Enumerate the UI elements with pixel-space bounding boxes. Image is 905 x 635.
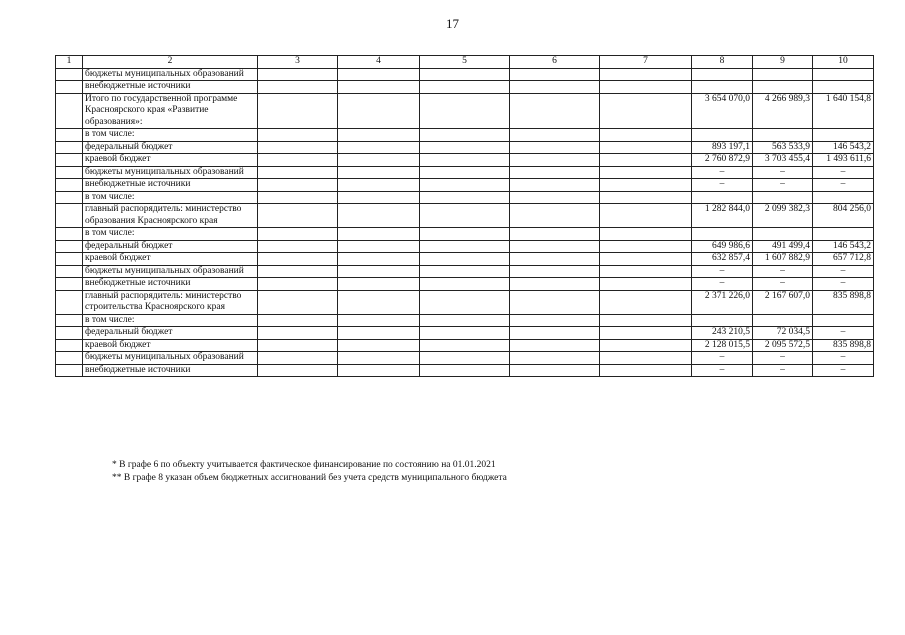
cell-col-4 [338,93,420,129]
row-label: главный распорядитель: министерство образования Красноярского края [83,204,258,228]
row-label: Итого по государственной программе Красноярского края «Развитие образования»: [83,93,258,129]
cell-c9 [753,228,813,241]
cell-col-3 [258,204,338,228]
row-label: бюджеты муниципальных образований [83,166,258,179]
cell-col-4 [338,129,420,142]
column-header: 6 [510,56,600,69]
cell-col-3 [258,327,338,340]
cell-col-4 [338,179,420,192]
row-label: бюджеты муниципальных образований [83,68,258,81]
table-row [56,93,874,129]
cell-c10 [813,68,874,81]
cell-col-3 [258,314,338,327]
cell-col-5 [420,314,510,327]
cell-col-1 [56,68,83,81]
cell-col-5 [420,265,510,278]
cell-c8 [692,129,753,142]
row-label: внебюджетные источники [83,364,258,377]
cell-col-6 [510,166,600,179]
cell-col-1 [56,352,83,365]
column-header: 1 [56,56,83,69]
cell-c8: – [692,179,753,192]
cell-c9 [753,68,813,81]
cell-col-5 [420,81,510,94]
cell-c9: 2 167 607,0 [753,290,813,314]
cell-c8: 1 282 844,0 [692,204,753,228]
cell-col-4 [338,314,420,327]
cell-c10 [813,81,874,94]
cell-col-1 [56,327,83,340]
cell-col-4 [338,204,420,228]
cell-c10: – [813,352,874,365]
row-label: бюджеты муниципальных образований [83,265,258,278]
footnote: ** В графе 8 указан объем бюджетных ассигнований без учета средств муниципального бюджета [112,473,507,483]
cell-col-4 [338,240,420,253]
cell-col-1 [56,141,83,154]
row-label: федеральный бюджет [83,240,258,253]
cell-c10 [813,191,874,204]
cell-col-6 [510,129,600,142]
footnote: * В графе 6 по объекту учитывается фактическое финансирование по состоянию на 01.01.2021 [112,460,496,470]
row-label: федеральный бюджет [83,327,258,340]
cell-col-6 [510,278,600,291]
cell-c10: – [813,179,874,192]
column-header: 9 [753,56,813,69]
table-row [56,191,874,204]
cell-c8: – [692,278,753,291]
table-row [56,253,874,266]
row-label: краевой бюджет [83,253,258,266]
cell-col-3 [258,141,338,154]
cell-col-5 [420,352,510,365]
cell-c9: – [753,364,813,377]
cell-col-5 [420,278,510,291]
cell-c8 [692,314,753,327]
table-row [56,240,874,253]
row-label: краевой бюджет [83,339,258,352]
table-row [56,204,874,228]
cell-col-7 [600,364,692,377]
cell-col-6 [510,290,600,314]
table-row [56,154,874,167]
column-header: 2 [83,56,258,69]
cell-c8 [692,191,753,204]
row-label: внебюджетные источники [83,81,258,94]
cell-col-1 [56,228,83,241]
cell-col-3 [258,93,338,129]
cell-col-1 [56,191,83,204]
cell-c10: 657 712,8 [813,253,874,266]
row-label: внебюджетные источники [83,278,258,291]
cell-col-3 [258,240,338,253]
cell-col-5 [420,240,510,253]
cell-c8: 3 654 070,0 [692,93,753,129]
column-header: 3 [258,56,338,69]
cell-col-5 [420,290,510,314]
cell-col-3 [258,352,338,365]
cell-c8: – [692,364,753,377]
cell-col-5 [420,154,510,167]
cell-col-3 [258,179,338,192]
row-label: в том числе: [83,314,258,327]
cell-col-6 [510,81,600,94]
cell-col-4 [338,352,420,365]
cell-c8: 649 986,6 [692,240,753,253]
cell-col-6 [510,265,600,278]
column-header: 10 [813,56,874,69]
cell-col-7 [600,179,692,192]
header-row [56,56,874,69]
row-label: в том числе: [83,129,258,142]
cell-c8: – [692,352,753,365]
cell-col-6 [510,93,600,129]
cell-c9: – [753,179,813,192]
cell-col-6 [510,204,600,228]
cell-col-1 [56,278,83,291]
cell-c9: – [753,265,813,278]
cell-c9: 1 607 882,9 [753,253,813,266]
cell-col-6 [510,228,600,241]
cell-c10: 835 898,8 [813,339,874,352]
table-row [56,166,874,179]
cell-c10: 804 256,0 [813,204,874,228]
cell-col-4 [338,265,420,278]
page-number: 17 [446,16,459,31]
cell-c10: 1 640 154,8 [813,93,874,129]
cell-col-3 [258,290,338,314]
cell-c10: 835 898,8 [813,290,874,314]
table-row [56,68,874,81]
cell-col-5 [420,141,510,154]
cell-c9: 72 034,5 [753,327,813,340]
row-label: федеральный бюджет [83,141,258,154]
cell-col-7 [600,68,692,81]
cell-c8: 893 197,1 [692,141,753,154]
row-label: внебюджетные источники [83,179,258,192]
cell-col-5 [420,364,510,377]
cell-col-7 [600,265,692,278]
cell-col-1 [56,129,83,142]
cell-col-3 [258,191,338,204]
cell-col-5 [420,253,510,266]
cell-col-4 [338,364,420,377]
cell-col-3 [258,278,338,291]
cell-col-5 [420,68,510,81]
table-row [56,290,874,314]
cell-c9: 563 533,9 [753,141,813,154]
footnotes [112,459,507,485]
cell-col-1 [56,339,83,352]
row-label: главный распорядитель: министерство строительства Красноярского края [83,290,258,314]
cell-c10: 146 543,2 [813,141,874,154]
cell-c8: 2 760 872,9 [692,154,753,167]
cell-col-4 [338,253,420,266]
cell-c8: 632 857,4 [692,253,753,266]
cell-col-1 [56,253,83,266]
cell-col-3 [258,253,338,266]
cell-col-6 [510,352,600,365]
cell-c10: – [813,327,874,340]
cell-col-1 [56,154,83,167]
row-label: бюджеты муниципальных образований [83,352,258,365]
cell-c8 [692,68,753,81]
table-row [56,228,874,241]
cell-col-3 [258,68,338,81]
cell-col-1 [56,290,83,314]
cell-col-3 [258,129,338,142]
cell-col-6 [510,364,600,377]
table-row [56,314,874,327]
cell-col-3 [258,339,338,352]
cell-col-5 [420,228,510,241]
cell-c9: 4 266 989,3 [753,93,813,129]
budget-table [55,55,874,377]
cell-col-1 [56,166,83,179]
cell-col-7 [600,93,692,129]
cell-c9: 491 499,4 [753,240,813,253]
cell-col-7 [600,253,692,266]
cell-c8: – [692,265,753,278]
cell-col-3 [258,265,338,278]
cell-col-1 [56,204,83,228]
table-row [56,265,874,278]
cell-col-3 [258,228,338,241]
cell-c8 [692,228,753,241]
cell-col-1 [56,265,83,278]
cell-col-7 [600,290,692,314]
cell-c9: 2 095 572,5 [753,339,813,352]
cell-col-7 [600,327,692,340]
cell-col-4 [338,278,420,291]
cell-c8 [692,81,753,94]
cell-col-6 [510,314,600,327]
cell-col-1 [56,179,83,192]
cell-c9: – [753,352,813,365]
cell-col-5 [420,191,510,204]
cell-c10: – [813,364,874,377]
cell-c9 [753,314,813,327]
cell-col-4 [338,339,420,352]
cell-col-4 [338,81,420,94]
cell-c9: – [753,278,813,291]
cell-col-7 [600,154,692,167]
cell-col-5 [420,129,510,142]
cell-col-7 [600,81,692,94]
table-row [56,141,874,154]
table-row [56,81,874,94]
cell-col-6 [510,179,600,192]
cell-col-4 [338,154,420,167]
cell-col-6 [510,240,600,253]
column-header: 7 [600,56,692,69]
cell-c10 [813,314,874,327]
cell-col-1 [56,314,83,327]
cell-col-5 [420,179,510,192]
column-header: 4 [338,56,420,69]
cell-col-3 [258,166,338,179]
cell-c10 [813,129,874,142]
cell-c10: – [813,265,874,278]
cell-c8: 2 128 015,5 [692,339,753,352]
table-row [56,327,874,340]
row-label: в том числе: [83,228,258,241]
cell-col-5 [420,339,510,352]
cell-c8: – [692,166,753,179]
table-row [56,179,874,192]
cell-col-4 [338,166,420,179]
table-row [56,364,874,377]
cell-col-4 [338,191,420,204]
cell-col-6 [510,191,600,204]
table-row [56,278,874,291]
cell-col-3 [258,364,338,377]
cell-col-3 [258,81,338,94]
cell-col-5 [420,166,510,179]
cell-col-5 [420,204,510,228]
cell-c9 [753,129,813,142]
cell-col-7 [600,166,692,179]
cell-col-1 [56,81,83,94]
cell-col-7 [600,278,692,291]
cell-col-5 [420,93,510,129]
cell-col-4 [338,141,420,154]
cell-col-7 [600,352,692,365]
cell-col-7 [600,228,692,241]
table-row [56,129,874,142]
cell-col-7 [600,240,692,253]
cell-col-7 [600,141,692,154]
table-row [56,339,874,352]
cell-c9: 2 099 382,3 [753,204,813,228]
cell-col-1 [56,240,83,253]
column-header: 5 [420,56,510,69]
cell-col-4 [338,290,420,314]
cell-col-7 [600,339,692,352]
cell-col-4 [338,327,420,340]
cell-c9 [753,191,813,204]
cell-col-6 [510,68,600,81]
column-header: 8 [692,56,753,69]
table-row [56,352,874,365]
cell-col-6 [510,154,600,167]
cell-c10: – [813,278,874,291]
cell-c8: 243 210,5 [692,327,753,340]
cell-col-4 [338,228,420,241]
cell-c10 [813,228,874,241]
cell-col-3 [258,154,338,167]
cell-c9: 3 703 455,4 [753,154,813,167]
row-label: в том числе: [83,191,258,204]
cell-col-7 [600,129,692,142]
cell-col-1 [56,364,83,377]
cell-c10: – [813,166,874,179]
cell-col-5 [420,327,510,340]
cell-col-6 [510,339,600,352]
cell-col-6 [510,327,600,340]
row-label: краевой бюджет [83,154,258,167]
cell-c10: 1 493 611,6 [813,154,874,167]
cell-col-1 [56,93,83,129]
cell-c10: 146 543,2 [813,240,874,253]
cell-col-6 [510,253,600,266]
cell-c9: – [753,166,813,179]
cell-col-7 [600,204,692,228]
cell-col-6 [510,141,600,154]
cell-c9 [753,81,813,94]
cell-col-4 [338,68,420,81]
cell-c8: 2 371 226,0 [692,290,753,314]
cell-col-7 [600,191,692,204]
cell-col-7 [600,314,692,327]
